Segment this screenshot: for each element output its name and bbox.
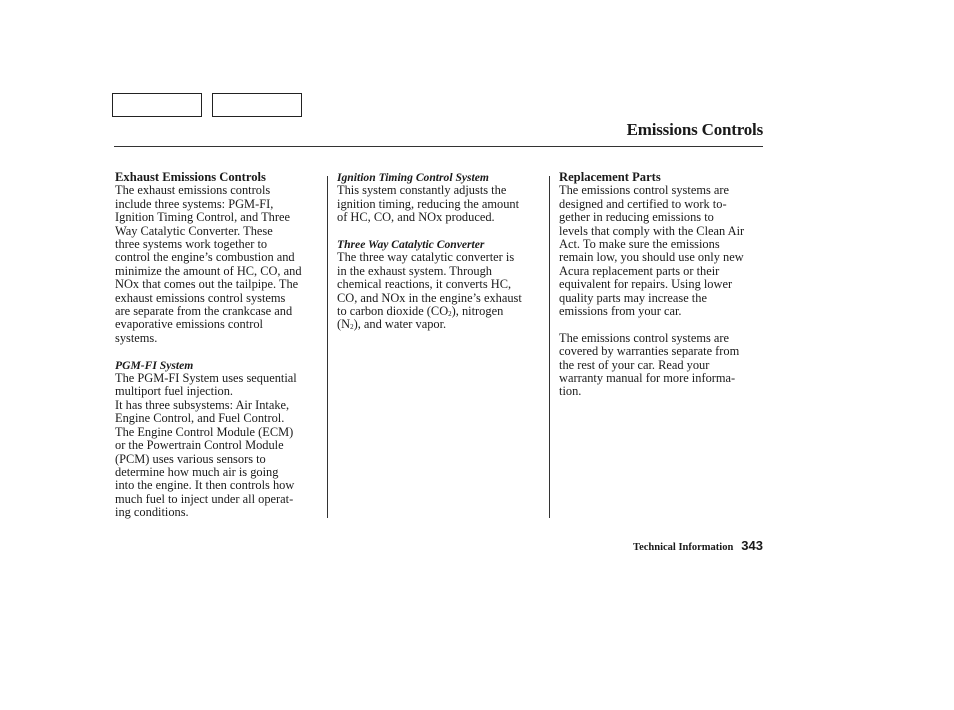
page-number: 343 — [741, 538, 763, 553]
text-line — [337, 305, 542, 318]
page-footer — [633, 537, 763, 555]
ignition-timing-heading: Ignition Timing Control System — [337, 171, 489, 184]
text-line: much fuel to inject under all operat- — [115, 491, 294, 506]
text-line: The Engine Control Module (ECM) — [115, 424, 294, 439]
text-line: remain low, you should use only new — [559, 250, 744, 265]
text-line: evaporative emissions control — [115, 317, 263, 332]
page-title: Emissions Controls — [626, 120, 763, 139]
text-line: systems. — [115, 330, 158, 345]
text-line: designed and certified to work to- — [559, 196, 727, 211]
text-line: Ignition Timing Control, and Three — [115, 210, 290, 225]
pgm-fi-heading: PGM-FI System — [115, 358, 194, 372]
replacement-parts-paragraph-1 — [559, 184, 764, 318]
text-line: Way Catalytic Converter. These — [115, 223, 273, 238]
text-line: Act. To make sure the emissions — [559, 237, 720, 252]
column-replacement-parts — [559, 171, 764, 399]
text-line: Acura replacement parts or their — [559, 263, 720, 278]
text-line: exhaust emissions control systems — [115, 290, 286, 305]
text-line: control the engine’s combustion and — [115, 250, 295, 265]
paragraph-gap — [559, 318, 764, 331]
text-line: The three way catalytic converter is — [337, 250, 515, 265]
text-line: minimize the amount of HC, CO, and — [115, 263, 302, 278]
text-line: (PCM) uses various sensors to — [115, 451, 266, 466]
column-divider-1 — [327, 176, 328, 518]
text-line: warranty manual for more informa- — [559, 371, 736, 386]
text-line: tion. — [559, 384, 582, 399]
nav-tab-box-2[interactable] — [212, 93, 302, 117]
column-exhaust-emissions — [115, 171, 320, 520]
subscript: 2 — [448, 310, 452, 319]
text-line: in the exhaust system. Through — [337, 263, 492, 278]
column-divider-2 — [549, 176, 550, 518]
exhaust-emissions-heading: Exhaust Emissions Controls — [115, 170, 266, 184]
text-line: NOx that comes out the tailpipe. The — [115, 277, 299, 292]
text-line: It has three subsystems: Air Intake, — [115, 397, 290, 412]
text-line: include three systems: PGM-FI, — [115, 196, 274, 211]
text-fragment: ), nitrogen — [451, 304, 504, 319]
catalytic-converter-paragraph — [337, 251, 542, 331]
text-line: CO, and NOx in the engine’s exhaust — [337, 290, 522, 305]
text-line: gether in reducing emissions to — [559, 210, 714, 225]
pgm-fi-paragraph — [115, 372, 320, 519]
column-ignition-catalytic — [337, 171, 542, 332]
text-line: covered by warranties separate from — [559, 344, 740, 359]
text-line: or the Powertrain Control Module — [115, 438, 284, 453]
text-line: ing conditions. — [115, 505, 189, 520]
text-line: of HC, CO, and NOx produced. — [337, 210, 495, 225]
text-line: are separate from the crankcase and — [115, 304, 293, 319]
ignition-timing-paragraph — [337, 184, 542, 224]
text-line — [337, 318, 542, 331]
text-line: The emissions control systems are — [559, 330, 729, 345]
paragraph-gap — [115, 345, 320, 358]
text-line: multiport fuel injection. — [115, 384, 234, 399]
text-line: quality parts may increase the — [559, 290, 707, 305]
text-fragment: ), and water vapor. — [353, 317, 447, 332]
text-fragment: to carbon dioxide (CO — [337, 304, 449, 319]
text-line: levels that comply with the Clean Air — [559, 223, 745, 238]
text-line: determine how much air is going — [115, 464, 279, 479]
text-line: ignition timing, reducing the amount — [337, 196, 520, 211]
section-name: Technical Information — [633, 542, 734, 553]
nav-tab-box-1[interactable] — [112, 93, 202, 117]
paragraph-gap — [337, 225, 542, 238]
text-line: The exhaust emissions controls — [115, 183, 271, 198]
text-fragment: (N — [337, 317, 351, 332]
replacement-parts-paragraph-2 — [559, 332, 764, 399]
text-line: This system constantly adjusts the — [337, 183, 507, 198]
exhaust-emissions-paragraph — [115, 184, 320, 345]
catalytic-converter-heading: Three Way Catalytic Converter — [337, 238, 485, 252]
text-line: Engine Control, and Fuel Control. — [115, 411, 285, 426]
text-line: emissions from your car. — [559, 304, 682, 319]
text-line: The emissions control systems are — [559, 183, 729, 198]
title-rule — [114, 146, 763, 147]
subscript: 2 — [350, 323, 354, 332]
replacement-parts-heading: Replacement Parts — [559, 170, 661, 184]
text-line: chemical reactions, it converts HC, — [337, 277, 512, 292]
text-line: three systems work together to — [115, 237, 268, 252]
text-line: into the engine. It then controls how — [115, 478, 295, 493]
text-line: The PGM-FI System uses sequential — [115, 371, 297, 386]
text-line: equivalent for repairs. Using lower — [559, 277, 733, 292]
text-line: the rest of your car. Read your — [559, 357, 710, 372]
